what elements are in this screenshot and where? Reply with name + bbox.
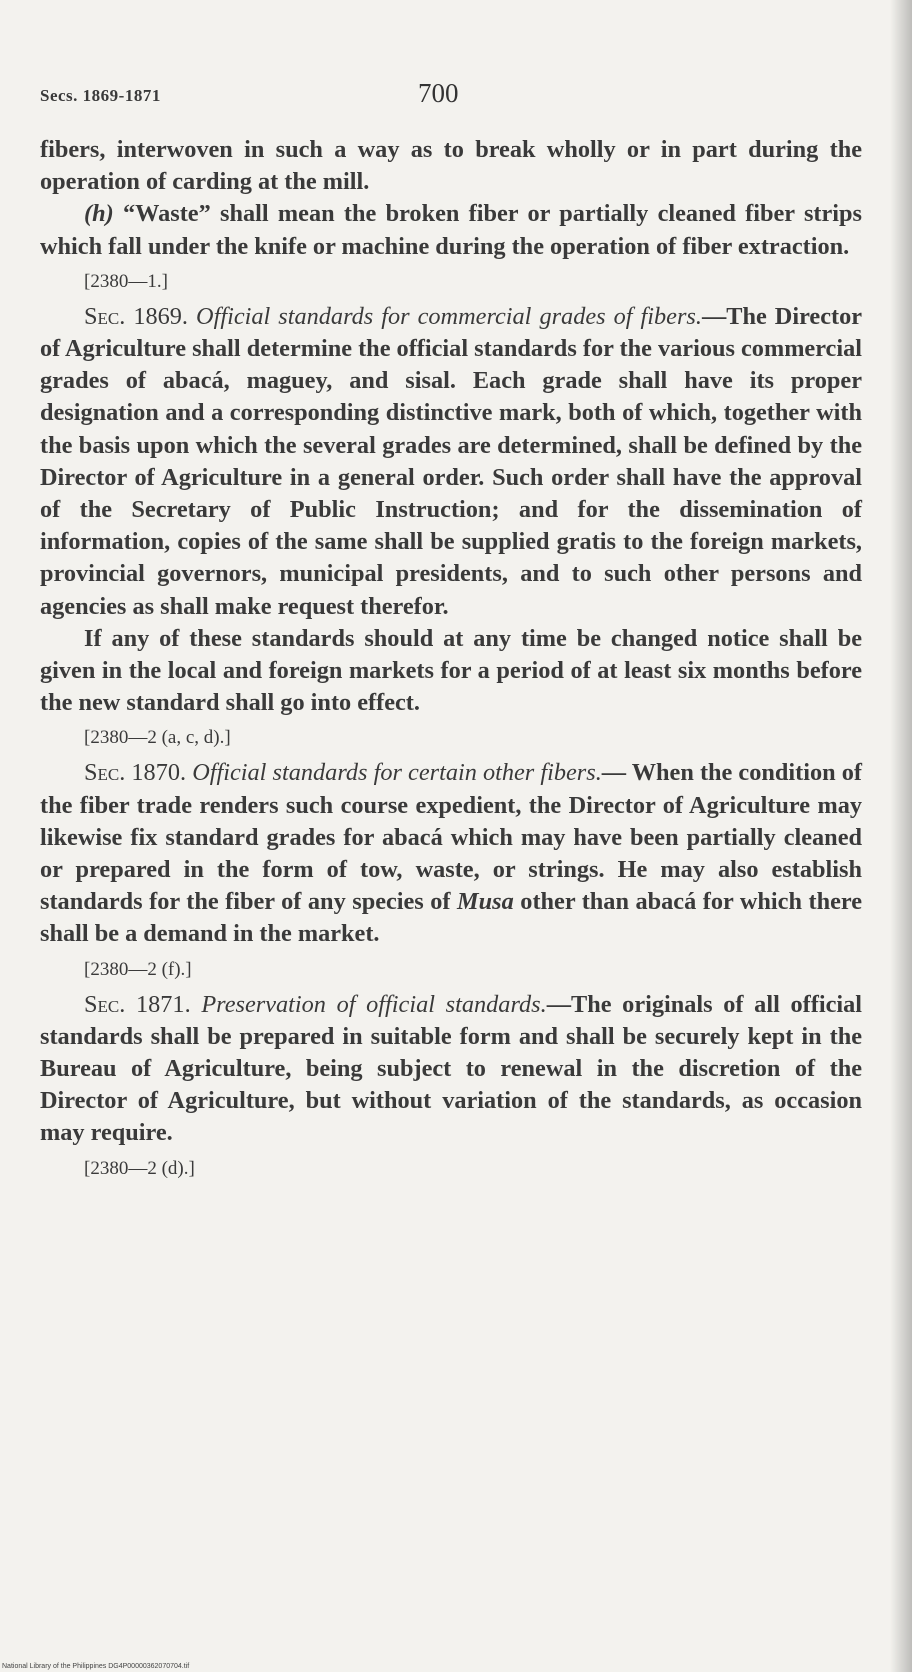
section-text: —The Director of Agriculture shall determine the official standards for the various commercial grades of abacá, maguey, and sisal. Each grade shall have its proper designation and a corresponding distinctive mark, both of which, together with the basis upon which the several grades are determined, shall be defined by the Director of Agriculture in a general order. Such order shall have the approval of the Secretary of Public Instruction; and for the dissemination of information, copies of the same shall be supplied gratis to the foreign markets, provincial governors, municipal presidents, and to such other persons and agencies as shall make request therefor. bbox=[40, 302, 863, 620]
section-text: —The originals of all official standards shall be prepared in suitable form and shall be securely kept in the Bureau of Agriculture, being subject to renewal in the discretion of the Director of Agriculture, but without variation of the standards, as occasion may require. bbox=[40, 990, 863, 1147]
section-title: Preservation of official standards. bbox=[201, 990, 547, 1018]
paragraph-waste-definition bbox=[40, 198, 862, 262]
section-1869-paragraph-2: If any of these standards should at any time be changed notice shall be given in the local and foreign markets for a period of at least six months before the new standard shall go into effect. bbox=[40, 624, 862, 717]
section-label: Sec. 1871. bbox=[84, 990, 191, 1018]
section-label: Sec. 1870. bbox=[84, 759, 187, 787]
citation: [2380—2 (f).] bbox=[84, 958, 192, 980]
section-1871 bbox=[40, 989, 862, 1150]
section-title: Official standards for commercial grades of fibers. bbox=[196, 302, 702, 330]
body-text bbox=[40, 134, 862, 1188]
citation: [2380—1.] bbox=[84, 270, 168, 292]
section-1869 bbox=[40, 301, 862, 623]
page-edge-shadow bbox=[890, 0, 912, 1672]
citation: [2380—2 (a, c, d).] bbox=[84, 727, 231, 749]
genus-name: Musa bbox=[457, 888, 514, 916]
paragraph-continuation: fibers, interwoven in such a way as to break wholly or in part during the operation of carding at the mill. bbox=[40, 136, 862, 196]
clause-text: “Waste” shall mean the broken fiber or partially cleaned fiber strips which fall under the knife or machine during the operation of fiber extraction. bbox=[40, 200, 862, 260]
section-text: — When the condition of the fiber trade renders such course expedient, the Director of Agriculture may likewise fix standard grades for abacá which may have been partially cleaned or prepared in the form of tow, waste, or strings. He may also establish standards for the fiber of any species of bbox=[40, 759, 862, 916]
citation: [2380—2 (d).] bbox=[84, 1157, 195, 1179]
section-1870 bbox=[40, 757, 862, 950]
page-number: 700 bbox=[418, 78, 459, 108]
page-header bbox=[40, 78, 860, 114]
section-label: Sec. 1869. bbox=[84, 302, 188, 330]
scan-source-footer: National Library of the Philippines DG4P00000362070704.tif bbox=[2, 1663, 190, 1670]
section-text-end: other than abacá for which there shall be a demand in the market. bbox=[40, 888, 862, 948]
section-title: Official standards for certain other fibers. bbox=[192, 759, 602, 787]
clause-label: (h) bbox=[84, 200, 114, 228]
section-range: Secs. 1869-1871 bbox=[40, 86, 161, 105]
